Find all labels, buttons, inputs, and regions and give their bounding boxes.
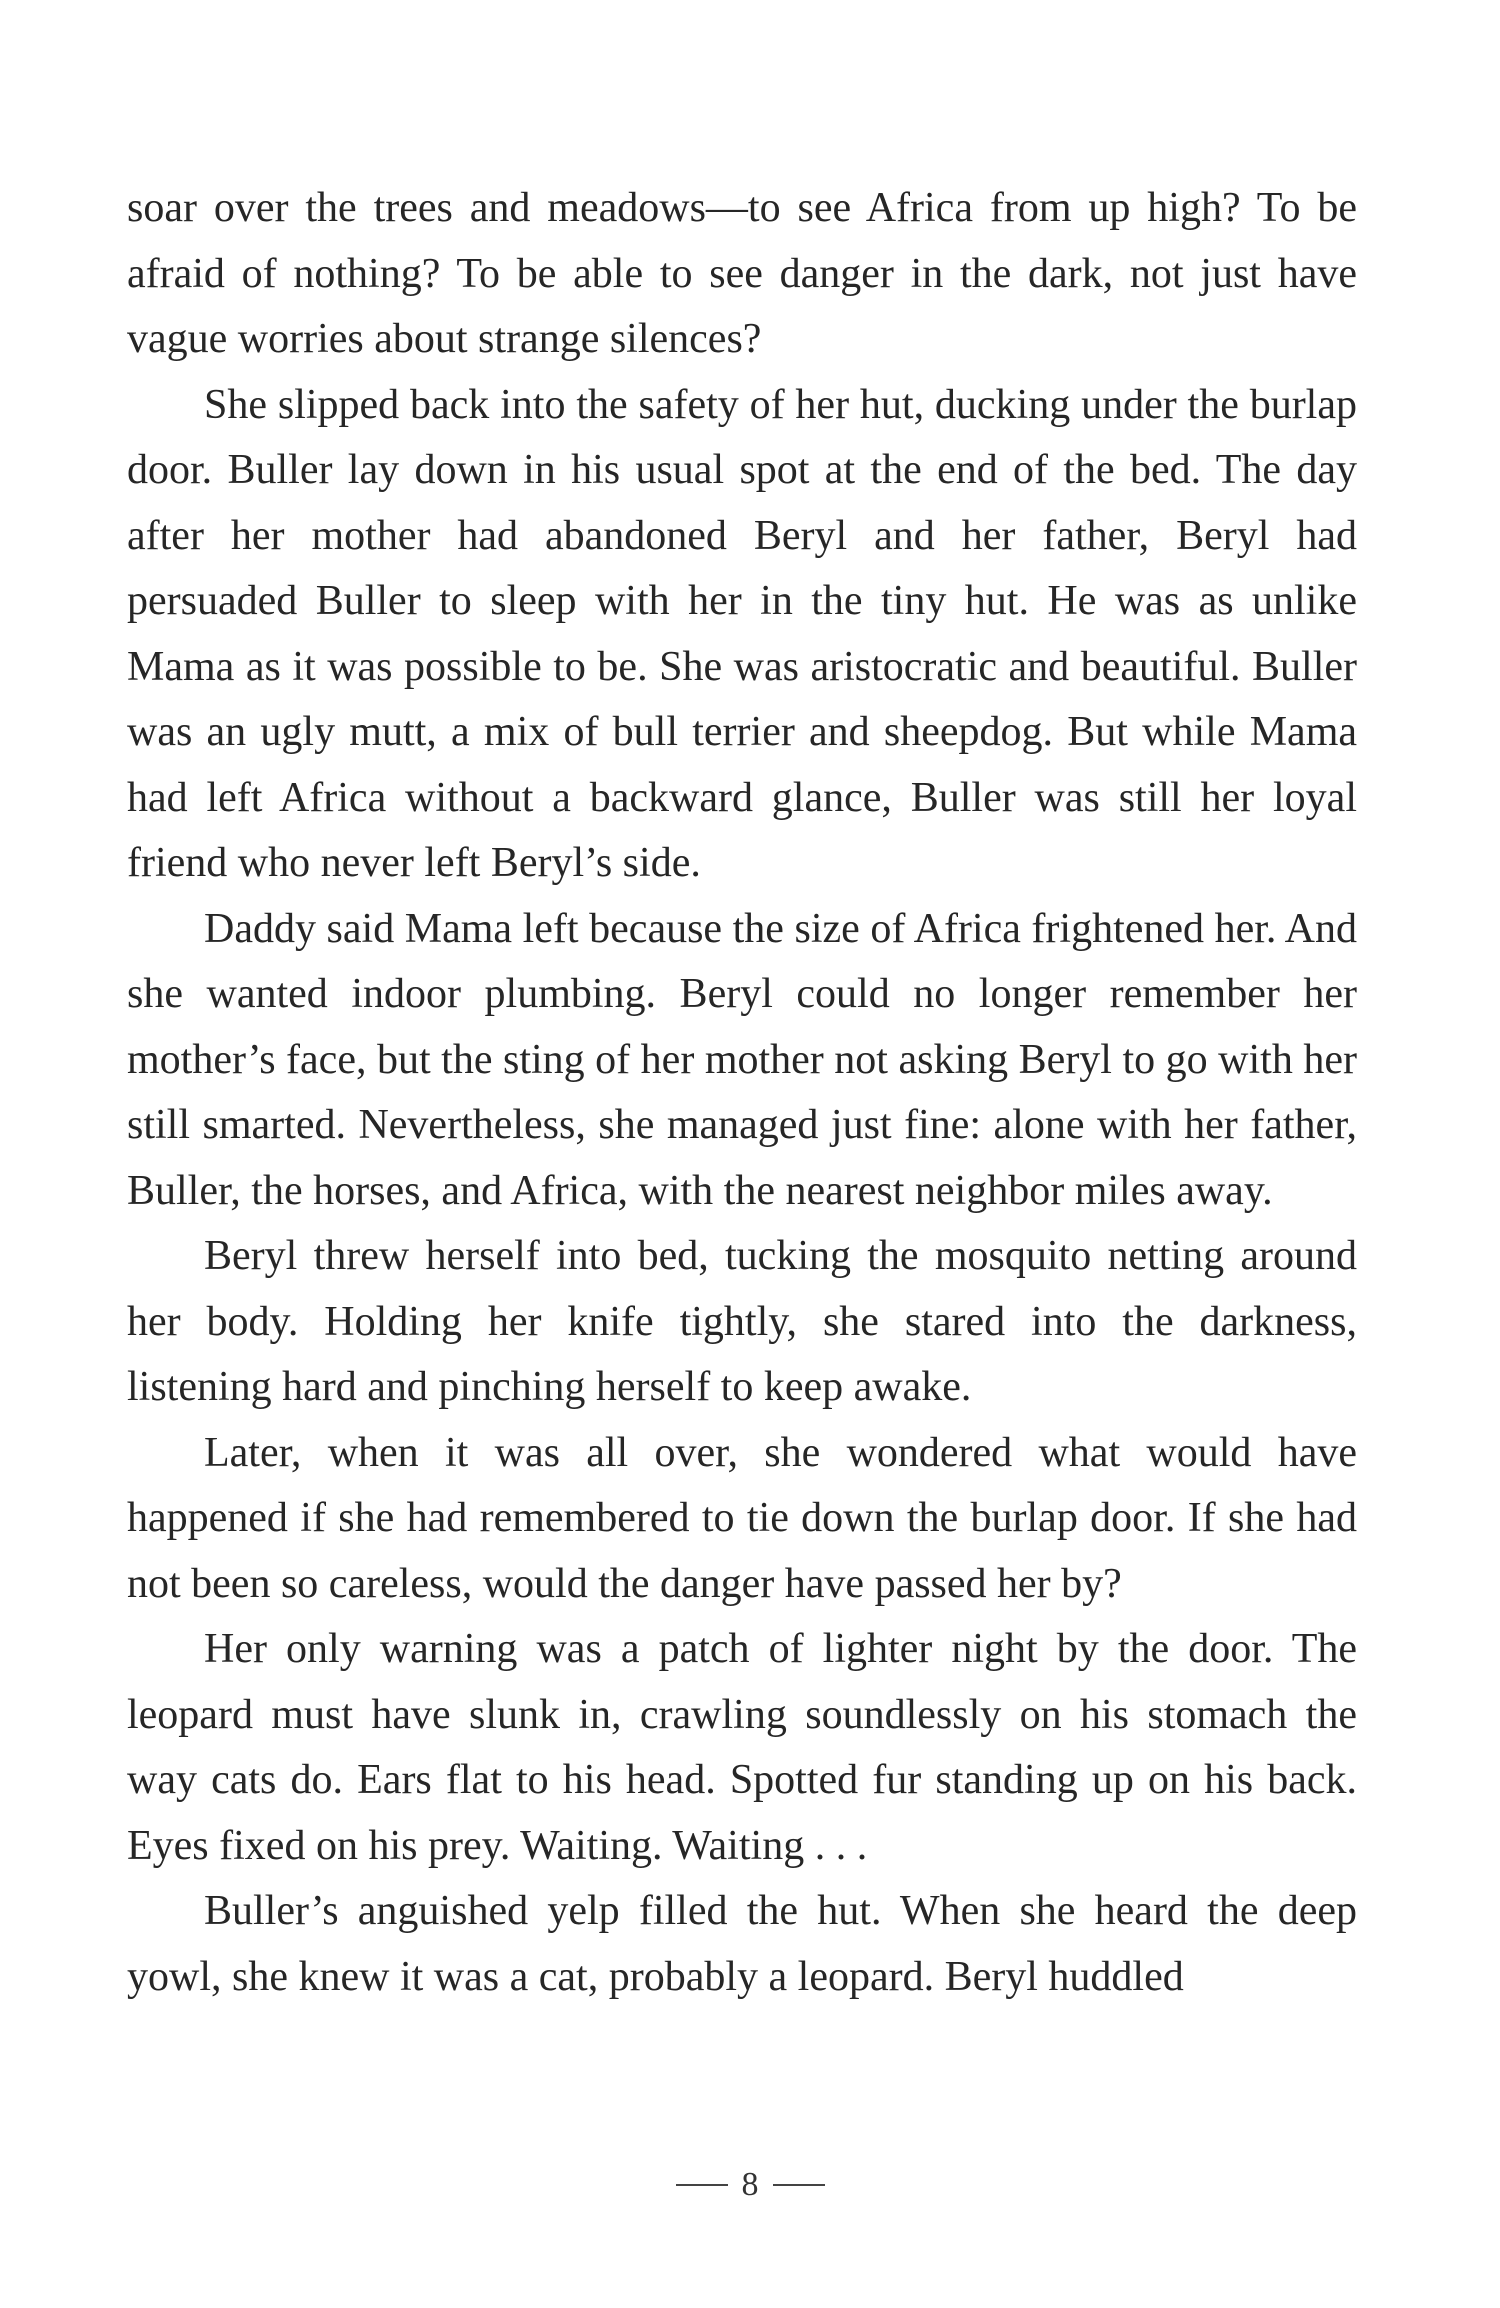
body-text (127, 176, 1357, 2010)
paragraph-7: Buller’s anguished yelp filled the hut. When she heard the deep yowl, she knew it was a cat, probably a leopard. Beryl huddled (127, 1888, 1357, 2000)
paragraph-4: Beryl threw herself into bed, tucking the mosquito netting around her body. Holding her knife tightly, she stared into the darkness, listening hard and pinching herself to keep awake. (127, 1233, 1357, 1410)
page-number-footer (0, 2160, 1500, 2210)
paragraph-6: Her only warning was a patch of lighter night by the door. The leopard must have slunk in, crawling soundlessly on his stomach the way cats do. Ears flat to his head. Spotted fur standing up on his back. Eyes fixed on his prey. Waiting. Waiting . . . (127, 1626, 1357, 1869)
folio-rule-right (773, 2184, 825, 2186)
paragraph-1: soar over the trees and meadows—to see Africa from up high? To be afraid of nothing? To be able to see danger in the dark, not just have vague worries about strange silences? (127, 185, 1357, 362)
page-number: 8 (741, 2166, 759, 2203)
paragraph-2: She slipped back into the safety of her hut, ducking under the burlap door. Buller lay down in his usual spot at the end of the bed. The day after her mother had abandoned Beryl and her father, Beryl had persuaded Buller to sleep with her in the tiny hut. He was as unlike Mama as it was possible to be. She was aristocratic and beautiful. Buller was an ugly mutt, a mix of bull terrier and sheepdog. But while Mama had left Africa without a backward glance, Buller was still her loyal friend who never left Beryl’s side. (127, 381, 1357, 886)
folio-rule-left (676, 2184, 728, 2186)
paragraph-3: Daddy said Mama left because the size of Africa frightened her. And she wanted indoor plumbing. Beryl could no longer remember her mother’s face, but the sting of her mother not asking Beryl to go with her still smarted. Nevertheless, she managed just fine: alone with her father, Buller, the horses, and Africa, with the nearest neighbor miles away. (127, 905, 1357, 1214)
paragraph-5: Later, when it was all over, she wondered what would have happened if she had remembered to tie down the burlap door. If she had not been so careless, would the danger have passed her by? (127, 1429, 1357, 1607)
